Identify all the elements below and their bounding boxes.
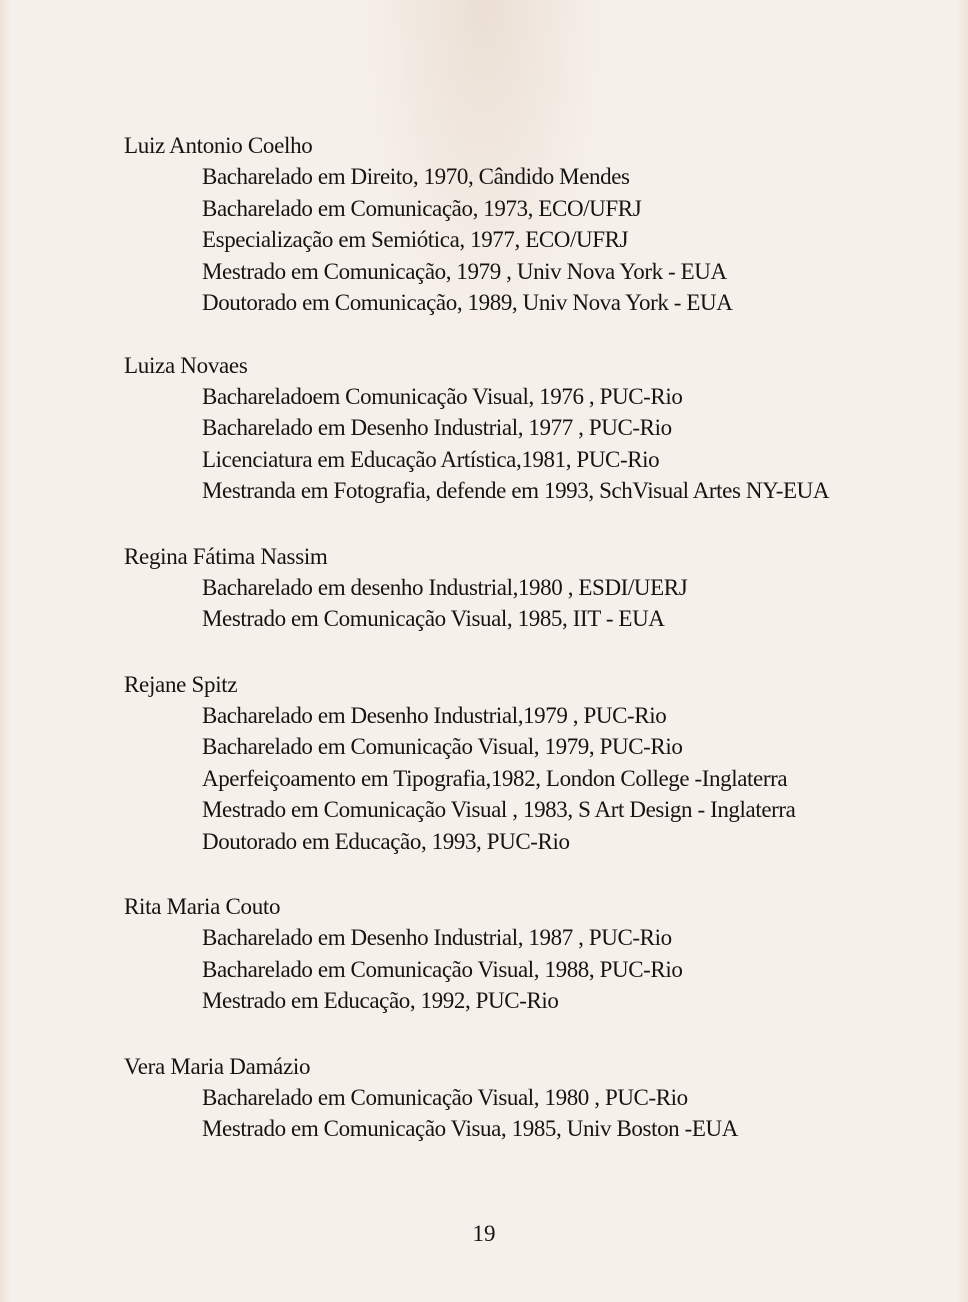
faculty-list <box>124 130 944 1179</box>
degree-list <box>124 381 944 507</box>
faculty-entry <box>124 541 944 635</box>
faculty-entry <box>124 669 944 858</box>
degree-line: Mestranda em Fotografia, defende em 1993, SchVisual Artes NY-EUA <box>202 478 830 503</box>
degree-list <box>124 1082 944 1145</box>
faculty-entry <box>124 1051 944 1145</box>
degree-list <box>124 700 944 858</box>
faculty-name: Vera Maria Damázio <box>124 1053 311 1079</box>
degree-list <box>124 922 944 1017</box>
degree-line: Bacharelado em Comunicação, 1973, ECO/UFRJ <box>202 195 642 221</box>
degree-line: Mestrado em Comunicação Visual , 1983, S Art Design - Inglaterra <box>202 797 796 822</box>
degree-line: Bacharelado em desenho Industrial,1980 , ESDI/UERJ <box>202 574 688 600</box>
page-number: 19 <box>472 1221 496 1246</box>
degree-line: Bacharelado em Comunicação Visual, 1980 , PUC-Rio <box>202 1084 688 1110</box>
degree-line: Bacharelado em Desenho Industrial, 1977 , PUC-Rio <box>202 415 672 440</box>
degree-line: Bacharelado em Comunicação Visual, 1988, PUC-Rio <box>202 956 683 982</box>
degree-line: Mestrado em Comunicação, 1979 , Univ Nova York - EUA <box>202 258 727 284</box>
degree-line: Mestrado em Educação, 1992, PUC-Rio <box>202 988 559 1013</box>
degree-line: Licenciatura em Educação Artística,1981, PUC-Rio <box>202 446 660 472</box>
faculty-name: Rejane Spitz <box>124 671 238 697</box>
degree-line: Aperfeiçoamento em Tipografia,1982, London College -Inglaterra <box>202 765 788 791</box>
degree-line: Doutorado em Comunicação, 1989, Univ Nova York - EUA <box>202 290 733 315</box>
degree-line: Especialização em Semiótica, 1977, ECO/UFRJ <box>202 227 629 252</box>
faculty-entry <box>124 891 944 1017</box>
degree-line: Doutorado em Educação, 1993, PUC-Rio <box>202 828 570 854</box>
faculty-name: Rita Maria Couto <box>124 894 281 919</box>
faculty-name: Regina Fátima Nassim <box>124 543 328 569</box>
degree-line: Bacharelado em Comunicação Visual, 1979, PUC-Rio <box>202 734 683 759</box>
degree-list <box>124 572 944 635</box>
faculty-entry <box>124 350 944 507</box>
degree-line: Bacharelado em Desenho Industrial, 1987 , PUC-Rio <box>202 925 672 950</box>
degree-line: Bachareladoem Comunicação Visual, 1976 , PUC-Rio <box>202 383 683 409</box>
faculty-name: Luiza Novaes <box>124 352 248 378</box>
degree-list <box>124 161 944 319</box>
degree-line: Bacharelado em Desenho Industrial,1979 , PUC-Rio <box>202 702 667 728</box>
degree-line: Bacharelado em Direito, 1970, Cândido Mendes <box>202 164 630 189</box>
faculty-entry <box>124 130 944 319</box>
degree-line: Mestrado em Comunicação Visual, 1985, IIT - EUA <box>202 606 665 631</box>
faculty-name: Luiz Antonio Coelho <box>124 133 313 158</box>
degree-line: Mestrado em Comunicação Visua, 1985, Univ Boston -EUA <box>202 1116 738 1141</box>
